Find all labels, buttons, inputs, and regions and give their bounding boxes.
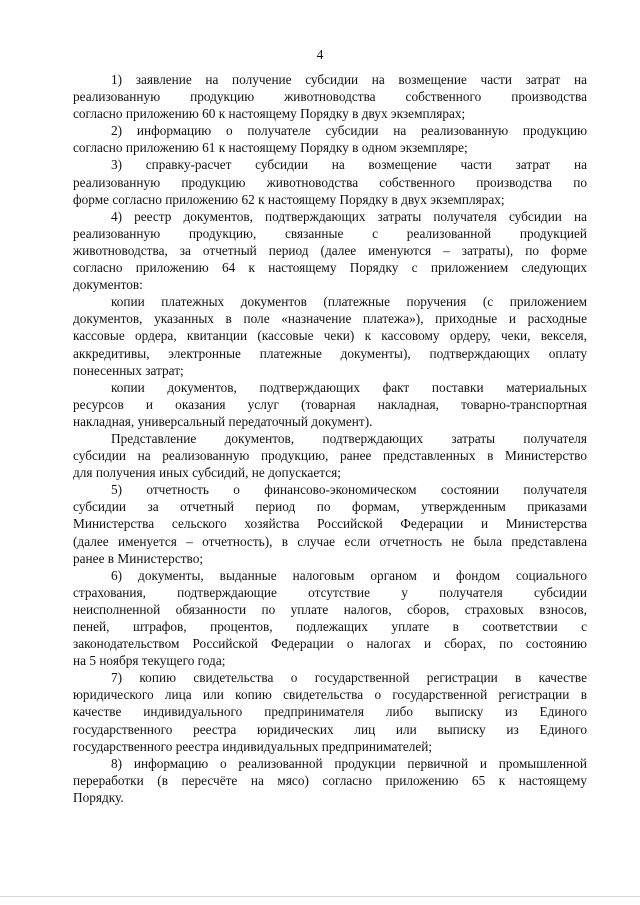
text-line: 1) заявление на получение субсидии на возмещение части затрат на	[111, 72, 587, 87]
text-line: документов:	[73, 277, 143, 293]
text-line: согласно приложению 64 к настоящему Порядку с приложением следующих	[73, 260, 587, 276]
text-line: согласно приложению 60 к настоящему Порядку в двух экземплярах;	[73, 106, 466, 122]
text-line: Представление документов, подтверждающих затраты получателя	[111, 430, 587, 446]
page-number: 4	[316, 47, 324, 62]
text-line: аккредитивы, электронные платежные документы), подтверждающих оплату	[73, 345, 587, 361]
document-body	[73, 71, 587, 806]
text-line: копии платежных документов (платежные поручения (с приложением	[111, 294, 587, 310]
text-line: накладная, универсальный передаточный документ).	[73, 413, 373, 429]
text-line: ранее в Министерство;	[73, 550, 204, 566]
text-line: кассовые ордера, квитанции (кассовые чеки) к кассовому ордеру, чеки, векселя,	[73, 328, 587, 344]
text-line: на 5 ноября текущего года;	[73, 653, 226, 669]
text-line: государственного реестра юридических лиц или выписку из Единого	[73, 721, 587, 737]
text-line: форме согласно приложению 62 к настоящему Порядку в двух экземплярах;	[73, 191, 505, 207]
text-line: 5) отчетность о финансово-экономическом состоянии получателя	[111, 482, 587, 498]
text-line: 3) справку-расчет субсидии на возмещение части затрат на	[111, 157, 587, 173]
text-line: Министерства сельского хозяйства Российской Федерации и Министерства	[73, 516, 587, 532]
text-line: ресурсов и оказания услуг (товарная накладная, товарно-транспортная	[73, 396, 587, 412]
text-line: 4) реестр документов, подтверждающих затраты получателя субсидии на	[111, 208, 587, 224]
text-line: для получения иных субсидий, не допускается;	[73, 465, 341, 481]
text-line: животноводства, за отчетный период (далее именуются – затраты), по форме	[73, 242, 587, 258]
text-line: согласно приложению 61 к настоящему Порядку в одном экземпляре;	[73, 140, 468, 156]
text-line: страхования, подтверждающие отсутствие у получателя субсидии	[73, 584, 587, 600]
scan-edge-divider	[0, 896, 640, 897]
text-line: реализованную продукцию животноводства собственного производства по	[73, 174, 587, 190]
text-line: 7) копию свидетельства о государственной регистрации в качестве	[111, 670, 587, 686]
text-line: документов, указанных в поле «назначение платежа»), приходные и расходные	[73, 311, 587, 327]
text-line: субсидии за отчетный период по формам, утвержденным приказами	[73, 499, 587, 515]
text-line: (далее именуется – отчетность), в случае если отчетность не была представлена	[73, 533, 587, 549]
text-line: пеней, штрафов, процентов, подлежащих уплате в соответствии с	[73, 619, 587, 634]
text-line: государственного реестра индивидуальных предпринимателей;	[73, 738, 433, 754]
text-line: юридического лица или копию свидетельства о государственной регистрации в	[73, 687, 587, 703]
text-line: 8) информацию о реализованной продукции первичной и промышленной	[111, 755, 587, 771]
text-line: неисполненной обязанности по уплате налогов, сборов, страховых взносов,	[73, 601, 587, 617]
text-line: переработки (в пересчёте на мясо) согласно приложению 65 к настоящему	[73, 772, 587, 788]
text-line: реализованную продукцию, связанные с реализованной продукцией	[73, 225, 587, 241]
text-line: 2) информацию о получателе субсидии на реализованную продукцию	[111, 123, 587, 139]
text-line: реализованную продукцию животноводства собственного производства	[73, 89, 587, 105]
text-line: Порядку.	[73, 789, 124, 805]
text-line: законодательством Российской Федерации о налогах и сборах, по состоянию	[73, 636, 587, 652]
text-line: копии документов, подтверждающих факт поставки материальных	[111, 379, 587, 395]
text-line: 6) документы, выданные налоговым органом и фондом социального	[111, 567, 587, 583]
text-line: субсидии на реализованную продукцию, ранее представленных в Министерство	[73, 448, 587, 464]
text-line: качестве индивидуального предпринимателя либо выписку из Единого	[73, 704, 587, 720]
text-line: понесенных затрат;	[73, 362, 184, 378]
